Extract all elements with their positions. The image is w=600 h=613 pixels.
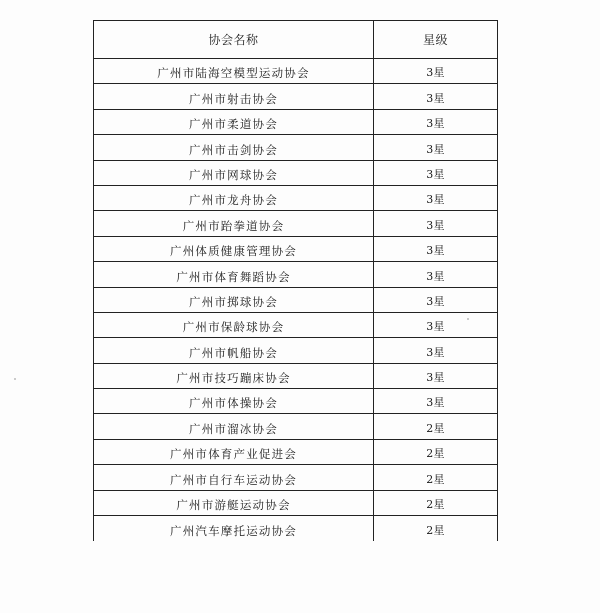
star-rating-cell: 2星: [374, 516, 498, 541]
star-rating-cell: 3星: [374, 84, 498, 109]
association-name-cell: 广州市击剑协会: [94, 135, 374, 160]
table-row: [94, 109, 498, 134]
association-name-cell: 广州汽车摩托运动协会: [94, 516, 374, 541]
table-row: [94, 160, 498, 185]
association-name-cell: 广州市体育舞蹈协会: [94, 262, 374, 287]
star-rating-cell: 3星: [374, 363, 498, 388]
star-rating-cell: 2星: [374, 439, 498, 464]
table-row: [94, 490, 498, 515]
table-body: [94, 59, 498, 541]
scan-speck: [467, 318, 469, 320]
association-name-cell: 广州体质健康管理协会: [94, 236, 374, 261]
table-row: [94, 439, 498, 464]
association-name-cell: 广州市射击协会: [94, 84, 374, 109]
association-rating-table: [93, 20, 498, 541]
association-name-cell: 广州市跆拳道协会: [94, 211, 374, 236]
table-row: [94, 211, 498, 236]
star-rating-cell: 3星: [374, 338, 498, 363]
star-rating-cell: 3星: [374, 59, 498, 84]
association-name-cell: 广州市柔道协会: [94, 109, 374, 134]
table-row: [94, 59, 498, 84]
association-name-cell: 广州市技巧蹦床协会: [94, 363, 374, 388]
table-row: [94, 414, 498, 439]
star-rating-cell: 3星: [374, 236, 498, 261]
association-name-cell: 广州市帆船协会: [94, 338, 374, 363]
star-rating-cell: 3星: [374, 185, 498, 210]
star-rating-cell: 3星: [374, 109, 498, 134]
header-star-rating: 星级: [374, 21, 498, 59]
star-rating-cell: 2星: [374, 414, 498, 439]
association-name-cell: 广州市网球协会: [94, 160, 374, 185]
table-row: [94, 389, 498, 414]
star-rating-cell: 3星: [374, 211, 498, 236]
table-row: [94, 262, 498, 287]
table-row: [94, 185, 498, 210]
table-row: [94, 516, 498, 541]
table-row: [94, 287, 498, 312]
star-rating-cell: 3星: [374, 262, 498, 287]
association-name-cell: 广州市溜冰协会: [94, 414, 374, 439]
table-row: [94, 135, 498, 160]
header-association-name: 协会名称: [94, 21, 374, 59]
table-row: [94, 84, 498, 109]
association-name-cell: 广州市游艇运动协会: [94, 490, 374, 515]
table-header: [94, 21, 498, 59]
star-rating-cell: 3星: [374, 389, 498, 414]
star-rating-cell: 2星: [374, 465, 498, 490]
association-name-cell: 广州市自行车运动协会: [94, 465, 374, 490]
association-name-cell: 广州市体操协会: [94, 389, 374, 414]
table-row: [94, 236, 498, 261]
association-name-cell: 广州市体育产业促进会: [94, 439, 374, 464]
association-name-cell: 广州市掷球协会: [94, 287, 374, 312]
scan-speck: [14, 378, 16, 380]
star-rating-cell: 3星: [374, 135, 498, 160]
table-row: [94, 338, 498, 363]
table-row: [94, 363, 498, 388]
association-name-cell: 广州市保龄球协会: [94, 312, 374, 337]
star-rating-cell: 3星: [374, 287, 498, 312]
table-row: [94, 465, 498, 490]
header-row: [94, 21, 498, 59]
star-rating-cell: 2星: [374, 490, 498, 515]
association-name-cell: 广州市陆海空模型运动协会: [94, 59, 374, 84]
association-name-cell: 广州市龙舟协会: [94, 185, 374, 210]
table-row: [94, 312, 498, 337]
star-rating-cell: 3星: [374, 160, 498, 185]
star-rating-cell: 3星: [374, 312, 498, 337]
